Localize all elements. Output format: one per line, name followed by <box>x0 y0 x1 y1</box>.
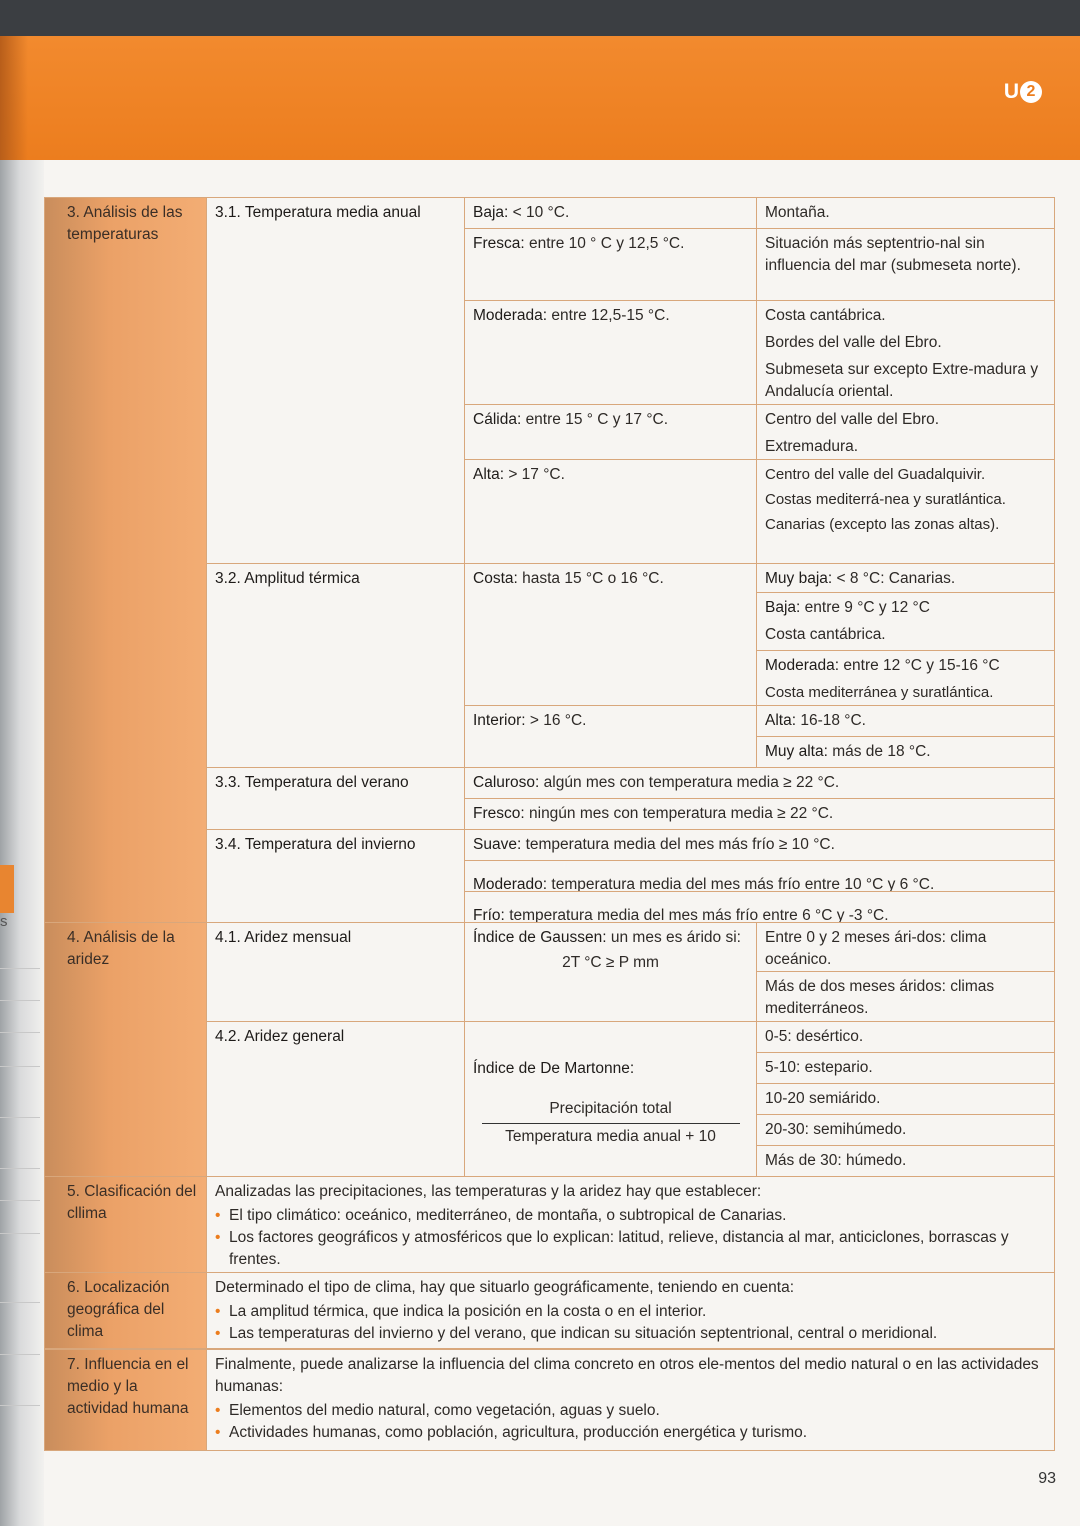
zone-text: Extremadura. <box>765 438 859 455</box>
margin-rule <box>0 1168 40 1169</box>
chapter-header-band <box>0 36 1080 160</box>
bullet-item: • Actividades humanas, como población, agricultura, producción energética y turismo. <box>229 1422 1046 1444</box>
term-label: Alta: <box>765 712 797 729</box>
term-value: ningún mes con temperatura media ≥ 22 °C. <box>529 805 834 822</box>
term-label: Interior: <box>473 712 526 729</box>
margin-rule <box>0 1032 40 1033</box>
martonne-range <box>756 1083 1055 1115</box>
term-label: Baja: <box>473 204 509 221</box>
term-value: temperatura media del mes más frío entre 10 °C y 6 °C. <box>551 876 935 892</box>
row-label-invierno <box>206 829 465 923</box>
martonne-range <box>756 1114 1055 1146</box>
margin-rule <box>0 1117 40 1118</box>
zone-text: Costa cantábrica. <box>765 307 886 324</box>
term-value: hasta 15 °C o 16 °C. <box>522 570 664 587</box>
term-label: Moderada: <box>765 657 840 674</box>
term-value: > 16 °C. <box>529 712 587 729</box>
range-text: 0-5: desértico. <box>765 1028 864 1045</box>
clasificacion-body <box>206 1176 1055 1273</box>
term-label: Frío: <box>473 907 505 923</box>
row-label-amplitud <box>206 563 465 768</box>
term-value: entre 9 °C y 12 °C <box>804 599 930 616</box>
temp-fresca-cell <box>464 228 757 301</box>
term-value: temperatura media del mes más frío ≥ 10 °C. <box>525 836 835 853</box>
fraction-bar <box>482 1123 740 1124</box>
row-label-aridez-general <box>206 1021 465 1177</box>
term-label: Fresco: <box>473 805 525 822</box>
section-influencia-row <box>44 1349 1054 1450</box>
term-value: temperatura media del mes más frío entre 6 °C y -3 °C. <box>509 907 889 923</box>
range-text: 20-30: semihúmedo. <box>765 1121 907 1138</box>
gaussen-formula: 2T °C ≥ P mm <box>562 954 659 971</box>
term-label: Alta: <box>473 466 505 483</box>
bullet-item: • Los factores geográficos y atmosféricos que lo explican: latitud, relieve, distancia al mar, anticiclones, borrascas y frentes. <box>229 1227 1046 1271</box>
amplitud-alta <box>756 705 1055 737</box>
fraction-denominator: Temperatura media anual + 10 <box>505 1128 716 1145</box>
amplitud-muy-alta <box>756 736 1055 768</box>
section-title: 6. Localización geográfica del clima <box>67 1279 170 1340</box>
row-label-aridez-mensual <box>206 922 465 1022</box>
intro-text: Determinado el tipo de clima, hay que situarlo geográficamente, teniendo en cuenta: <box>215 1279 795 1296</box>
term-value: entre 12 °C y 15-16 °C <box>843 657 1000 674</box>
section-aridez <box>44 922 207 1177</box>
verano-fresco <box>464 798 1055 830</box>
margin-rule <box>0 1354 40 1355</box>
margin-rule <box>0 968 40 969</box>
unit-letter: U <box>1003 80 1019 103</box>
term-label: Cálida: <box>473 411 522 428</box>
term-value: más de 18 °C. <box>832 743 931 760</box>
zone-text: Montaña. <box>765 204 830 221</box>
term-label: Fresca: <box>473 235 525 252</box>
bullet-item: • Elementos del medio natural, como vegetación, aguas y suelo. <box>229 1400 1046 1422</box>
zone-text: Canarias (excepto las zonas altas). <box>765 516 1000 533</box>
intro-text: Finalmente, puede analizarse la influencia del clima concreto en otros ele-mentos del medio natural o en las actividades humanas: <box>215 1356 1039 1395</box>
term-value: entre 10 ° C y 12,5 °C. <box>529 235 685 252</box>
temp-baja-cell <box>464 197 757 229</box>
temp-baja-zone <box>756 197 1055 229</box>
temp-alta-cell <box>464 459 757 564</box>
section-title: 7. Influencia en el medio y la actividad humana <box>67 1356 189 1417</box>
martonne-fraction <box>473 1098 748 1148</box>
martonne-range: Más de 30: húmedo. <box>756 1145 1055 1177</box>
temp-fresca-zone <box>756 228 1055 301</box>
term-value: un mes es árido si: <box>610 929 741 946</box>
row-label: 4.1. Aridez mensual <box>215 929 352 946</box>
margin-letter: s <box>0 913 8 930</box>
section-influencia <box>44 1349 207 1451</box>
section-temperaturas <box>44 197 207 923</box>
section-title: 3. Análisis de las temperaturas <box>67 204 183 243</box>
temp-moderada-cell <box>464 300 757 405</box>
martonne-cell <box>464 1021 757 1177</box>
margin-tab <box>0 865 14 913</box>
temp-calida-zones <box>756 404 1055 460</box>
row-label: 3.2. Amplitud térmica <box>215 570 360 587</box>
unit-badge <box>1004 80 1042 104</box>
row-label-temp-media <box>206 197 465 564</box>
term-label: Caluroso: <box>473 774 540 791</box>
amplitud-interior-cell <box>464 705 757 768</box>
term-value: > 17 °C. <box>508 466 565 483</box>
row-label: 4.2. Aridez general <box>215 1028 345 1045</box>
gaussen-result-1 <box>756 922 1055 972</box>
term-value: algún mes con temperatura media ≥ 22 °C. <box>543 774 840 791</box>
book-spine <box>0 160 44 1526</box>
result-text: Más de dos meses áridos: climas mediterráneos. <box>765 978 995 1017</box>
term-label: Moderado: <box>473 876 548 892</box>
bullet-list <box>215 1400 1046 1444</box>
amplitud-muy-baja <box>756 563 1055 593</box>
term-label: Muy baja: <box>765 570 833 587</box>
row-label: 3.4. Temperatura del invierno <box>215 836 416 853</box>
intro-text: Analizadas las precipitaciones, las temperaturas y la aridez hay que establecer: <box>215 1183 762 1200</box>
zone-text: Submeseta sur excepto Extre-madura y Andalucía oriental. <box>765 361 1039 400</box>
temp-calida-cell <box>464 404 757 460</box>
temp-moderada-zones <box>756 300 1055 405</box>
margin-rule <box>0 1302 40 1303</box>
gaussen-result-2 <box>756 971 1055 1022</box>
bullet-item: • Las temperaturas del invierno y del verano, que indican su situación septentrional, central o meridional. <box>229 1323 1046 1345</box>
term-label: Moderada: <box>473 307 548 324</box>
zone-text: Costas mediterrá-nea y suratlántica. <box>765 491 1006 508</box>
bullet-list <box>215 1205 1046 1271</box>
margin-rule <box>0 1233 40 1234</box>
martonne-range <box>756 1021 1055 1053</box>
term-label: Muy alta: <box>765 743 828 760</box>
localizacion-body <box>206 1272 1055 1349</box>
unit-number: 2 <box>1020 81 1042 103</box>
term-label: Baja: <box>765 599 801 616</box>
zone-text: Centro del valle del Ebro. <box>765 411 940 428</box>
temp-alta-zones <box>756 459 1055 564</box>
term-label: Índice de De Martonne: <box>473 1060 635 1077</box>
page-curve-shadow <box>0 36 28 160</box>
section-localizacion <box>44 1272 207 1349</box>
zone-text: Bordes del valle del Ebro. <box>765 334 942 351</box>
invierno-suave <box>464 829 1055 861</box>
verano-caluroso <box>464 767 1055 799</box>
result-text: Entre 0 y 2 meses ári-dos: clima oceánico. <box>765 929 987 968</box>
margin-rule <box>0 1000 40 1001</box>
term-label: Suave: <box>473 836 522 853</box>
amplitud-costa-cell <box>464 563 757 706</box>
term-value: entre 12,5-15 °C. <box>551 307 670 324</box>
row-label: 3.3. Temperatura del verano <box>215 774 409 791</box>
page-number: 93 <box>1038 1470 1056 1487</box>
margin-rule <box>0 1066 40 1067</box>
margin-rule <box>0 1405 40 1406</box>
term-label: Costa: <box>473 570 518 587</box>
margin-rule <box>0 1200 40 1201</box>
amplitud-baja <box>756 592 1055 651</box>
fraction-numerator: Precipitación total <box>549 1100 672 1117</box>
invierno-moderado <box>464 860 1055 892</box>
zone-text: Centro del valle del Guadalquivir. <box>765 466 986 483</box>
term-value: 16-18 °C. <box>800 712 866 729</box>
climate-analysis-table <box>44 197 1054 1380</box>
top-dark-bar <box>0 0 1080 36</box>
section-clasificacion <box>44 1176 207 1273</box>
martonne-range <box>756 1052 1055 1084</box>
range-text: 5-10: estepario. <box>765 1059 873 1076</box>
range-text: 10-20 semiárido. <box>765 1090 881 1107</box>
section-title: 5. Clasificación del cllima <box>67 1183 197 1222</box>
bullet-item: • El tipo climático: oceánico, mediterráneo, de montaña, o subtropical de Canarias. <box>229 1205 1046 1227</box>
zone-text: Costa mediterránea y suratlántica. <box>765 684 994 701</box>
section-title: 4. Análisis de la aridez <box>67 929 175 968</box>
zone-text: Situación más septentrio-nal sin influencia del mar (submeseta norte). <box>765 235 1021 274</box>
gaussen-cell <box>464 922 757 1022</box>
row-label: 3.1. Temperatura media anual <box>215 204 421 221</box>
bullet-item: • La amplitud térmica, que indica la posición en la costa o en el interior. <box>229 1301 1046 1323</box>
term-label: Índice de Gaussen: <box>473 929 607 946</box>
zone-text: Costa cantábrica. <box>765 626 886 643</box>
term-value: < 8 °C: Canarias. <box>836 570 956 587</box>
bullet-list <box>215 1301 1046 1345</box>
row-label-verano <box>206 767 465 830</box>
term-value: entre 15 ° C y 17 °C. <box>525 411 669 428</box>
amplitud-moderada <box>756 650 1055 706</box>
term-value: < 10 °C. <box>512 204 570 221</box>
invierno-frio <box>464 891 1055 923</box>
influencia-body <box>206 1349 1055 1451</box>
